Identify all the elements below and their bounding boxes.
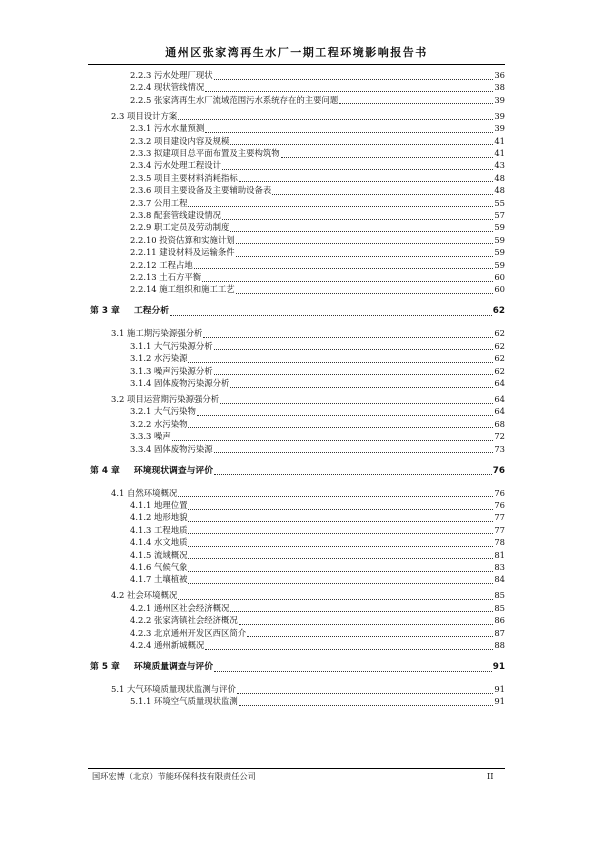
- toc-dot-leader: [214, 342, 494, 350]
- toc-entry-title: 2.3.5 项目主要材料消耗指标: [130, 172, 238, 183]
- toc-chapter-entry[interactable]: [90, 662, 505, 673]
- toc-subsection-entry[interactable]: [130, 185, 505, 196]
- toc-subsection-entry[interactable]: [130, 272, 505, 283]
- toc-dot-leader: [188, 199, 493, 207]
- toc-entry-title: 4.1.6 气候气象: [130, 562, 188, 572]
- toc-dot-leader: [239, 174, 494, 182]
- toc-page-number: 39: [494, 123, 505, 134]
- toc-subsection-entry[interactable]: [130, 260, 505, 271]
- toc-page-number: 59: [494, 234, 505, 245]
- toc-subsection-entry[interactable]: [130, 603, 505, 614]
- toc-entry-title: 2.2.3 污水处理厂现状: [130, 70, 213, 80]
- toc-page-number: 43: [494, 160, 505, 171]
- toc-entry-title: 4.1.4 水文地质: [130, 537, 188, 548]
- toc-page-number: 59: [494, 222, 505, 233]
- toc-page-number: 73: [494, 443, 505, 454]
- toc-subsection-entry[interactable]: [130, 696, 505, 707]
- toc-dot-leader: [178, 489, 493, 497]
- toc-page-number: 57: [494, 210, 505, 220]
- toc-subsection-entry[interactable]: [130, 366, 505, 377]
- toc-dot-leader: [214, 445, 494, 453]
- toc-subsection-entry[interactable]: [130, 70, 505, 81]
- toc-subsection-entry[interactable]: [130, 210, 505, 221]
- toc-entry-title: 2.3.7 公用工程: [130, 197, 188, 208]
- toc-page-number: 84: [494, 574, 505, 585]
- toc-page-number: 72: [494, 431, 505, 442]
- toc-entry-title: 2.3.1 污水水量预测: [130, 123, 205, 134]
- toc-chapter-title: 环境现状调查与评价: [133, 465, 214, 476]
- toc-page-number: 85: [494, 602, 505, 613]
- toc-subsection-entry[interactable]: [130, 537, 505, 548]
- toc-entry-title: 3.2.2 水污染物: [130, 418, 188, 429]
- toc-subsection-entry[interactable]: [130, 82, 505, 93]
- toc-entry-title: 3.2.1 大气污染物: [130, 406, 196, 417]
- toc-subsection-entry[interactable]: [130, 123, 505, 134]
- toc-entry-title: 2.3.4 污水处理工程设计: [130, 160, 221, 171]
- toc-entry-title: 2.3.8 配套管线建设情况: [130, 210, 221, 220]
- toc-page-number: 81: [494, 549, 505, 560]
- toc-dot-leader: [178, 592, 493, 600]
- toc-dot-leader: [188, 551, 493, 559]
- toc-page-number: 48: [494, 185, 505, 196]
- toc-entry-title: 2.2.4 现状管线情况: [130, 82, 205, 93]
- toc-page-number: 41: [494, 148, 505, 158]
- header-rule: [88, 64, 505, 65]
- toc-dot-leader: [230, 137, 493, 145]
- toc-entry-title: 4.1.1 地理位置: [130, 500, 188, 510]
- toc-page-number: 76: [494, 487, 505, 498]
- toc-page-number: 48: [494, 172, 505, 183]
- toc-dot-leader: [214, 367, 494, 375]
- toc-page-number: 60: [494, 272, 505, 282]
- toc-page-number: 59: [494, 247, 505, 258]
- toc-section-entry[interactable]: [111, 111, 505, 122]
- toc-entry-title: 5.1 大气环境质量现状监测与评价: [111, 684, 236, 694]
- toc-section-entry[interactable]: [111, 684, 505, 695]
- toc-page-number: 78: [494, 537, 505, 548]
- toc-subsection-entry[interactable]: [130, 284, 505, 295]
- toc-dot-leader: [194, 261, 494, 269]
- toc-page-number: 91: [492, 662, 505, 672]
- toc-entry-title: 3.2 项目运营期污染源强分析: [111, 394, 220, 404]
- toc-subsection-entry[interactable]: [130, 525, 505, 536]
- toc-dot-leader: [188, 564, 493, 572]
- footer-rule: [88, 768, 505, 769]
- toc-dot-leader: [188, 526, 493, 534]
- toc-dot-leader: [178, 112, 493, 120]
- toc-page-number: 85: [494, 590, 505, 601]
- toc-dot-leader: [236, 286, 494, 294]
- toc-chapter-number: 第 3 章: [90, 306, 120, 317]
- toc-page-number: 77: [494, 512, 505, 523]
- toc-page-number: 62: [494, 340, 505, 351]
- toc-entry-title: 2.2.12 工程占地: [130, 259, 193, 270]
- toc-entry-title: 2.3.3 拟建项目总平面布置及主要构筑物: [130, 148, 280, 158]
- toc-entry-title: 3.1.1 大气污染源分析: [130, 340, 213, 351]
- toc-page-number: 36: [494, 70, 505, 80]
- toc-subsection-entry[interactable]: [130, 148, 505, 159]
- toc-entry-title: 4.1.2 地形地貌: [130, 512, 188, 523]
- toc-section-entry[interactable]: [111, 394, 505, 405]
- toc-chapter-number: 第 4 章: [90, 465, 120, 476]
- toc-page-number: 76: [494, 500, 505, 510]
- toc-page-number: 62: [494, 365, 505, 376]
- toc-entry-title: 3.3.3 噪声: [130, 431, 171, 442]
- toc-dot-leader: [188, 514, 493, 522]
- toc-entry-title: 4.1.5 流域概况: [130, 549, 188, 560]
- toc-subsection-entry[interactable]: [130, 640, 505, 651]
- toc-entry-title: 2.2.13 土石方平衡: [130, 272, 202, 282]
- toc-entry-title: 3.1 施工期污染源强分析: [111, 328, 203, 339]
- toc-entry-title: 4.2.1 通州区社会经济概况: [130, 602, 230, 613]
- toc-subsection-entry[interactable]: [130, 378, 505, 389]
- toc-page-number: 59: [494, 259, 505, 270]
- toc-chapter-entry[interactable]: [90, 466, 505, 477]
- toc-chapter-entry[interactable]: [90, 306, 505, 317]
- toc-page-number: 38: [494, 82, 505, 93]
- toc-subsection-entry[interactable]: [130, 628, 505, 639]
- toc-subsection-entry[interactable]: [130, 444, 505, 455]
- toc-entry-title: 4.2 社会环境概况: [111, 590, 178, 601]
- toc-dot-leader: [247, 629, 493, 637]
- toc-page-number: 91: [494, 684, 505, 694]
- toc-subsection-entry[interactable]: [130, 419, 505, 430]
- toc-subsection-entry[interactable]: [130, 341, 505, 352]
- toc-entry-title: 4.1 自然环境概况: [111, 487, 178, 498]
- footer-company: 国环宏博（北京）节能环保科技有限责任公司: [92, 771, 256, 781]
- toc-dot-leader: [188, 502, 493, 510]
- toc-dot-leader: [203, 330, 493, 338]
- toc-subsection-entry[interactable]: [130, 235, 505, 246]
- toc-subsection-entry[interactable]: [130, 562, 505, 573]
- toc-dot-leader: [205, 125, 493, 133]
- toc-dot-leader: [272, 187, 493, 195]
- toc-entry-title: 2.2.11 建设材料及运输条件: [130, 247, 235, 258]
- toc-subsection-entry[interactable]: [130, 574, 505, 585]
- toc-entry-title: 2.3.2 项目建设内容及规模: [130, 135, 230, 146]
- toc-dot-leader: [197, 408, 493, 416]
- toc-dot-leader: [188, 576, 493, 584]
- toc-entry-title: 2.2.10 投资估算和实施计划: [130, 234, 235, 245]
- toc-subsection-entry[interactable]: [130, 198, 505, 209]
- toc-dot-leader: [230, 224, 493, 232]
- toc-dot-leader: [188, 420, 493, 428]
- toc-page-number: 39: [494, 110, 505, 121]
- toc-page-number: 68: [494, 418, 505, 429]
- toc-subsection-entry[interactable]: [130, 550, 505, 561]
- toc-dot-leader: [214, 664, 492, 672]
- toc-dot-leader: [237, 686, 493, 694]
- toc-dot-leader: [188, 355, 493, 363]
- toc-subsection-entry[interactable]: [130, 173, 505, 184]
- toc-dot-leader: [281, 150, 494, 158]
- toc-subsection-entry[interactable]: [130, 95, 505, 106]
- toc-dot-leader: [239, 698, 494, 706]
- toc-entry-title: 2.3 项目设计方案: [111, 110, 178, 121]
- toc-dot-leader: [222, 212, 493, 220]
- toc-subsection-entry[interactable]: [130, 222, 505, 233]
- toc-subsection-entry[interactable]: [130, 247, 505, 258]
- toc-entry-title: 3.3.4 固体废物污染源: [130, 443, 213, 454]
- toc-dot-leader: [236, 249, 494, 257]
- toc-dot-leader: [236, 236, 494, 244]
- toc-subsection-entry[interactable]: [130, 160, 505, 171]
- toc-entry-title: [90, 306, 169, 317]
- toc-chapter-number: 第 5 章: [90, 662, 120, 672]
- toc-dot-leader: [220, 396, 493, 404]
- toc-page-number: 55: [494, 197, 505, 208]
- toc-entry-title: 4.2.2 张家湾镇社会经济概况: [130, 615, 238, 626]
- toc-section-entry[interactable]: [111, 590, 505, 601]
- toc-dot-leader: [205, 84, 493, 92]
- toc-subsection-entry[interactable]: [130, 500, 505, 511]
- toc-page-number: 64: [494, 378, 505, 388]
- toc-entry-title: 4.1.7 土壤植被: [130, 574, 188, 585]
- toc-section-entry[interactable]: [111, 488, 505, 499]
- toc-page-number: 39: [494, 94, 505, 105]
- toc-dot-leader: [214, 72, 494, 80]
- toc-dot-leader: [214, 467, 492, 475]
- toc-dot-leader: [339, 96, 493, 104]
- toc-entry-title: 3.1.4 固体废物污染源分析: [130, 378, 230, 388]
- toc-dot-leader: [172, 433, 494, 441]
- toc-subsection-entry[interactable]: [130, 136, 505, 147]
- toc-entry-title: 2.2.14 施工组织和施工工艺: [130, 284, 235, 295]
- toc-entry-title: 2.2.5 张家湾再生水厂流域范围污水系统存在的主要问题: [130, 94, 339, 105]
- toc-dot-leader: [230, 380, 493, 388]
- toc-page-number: 87: [494, 627, 505, 638]
- toc-dot-leader: [222, 162, 493, 170]
- toc-page-number: 62: [494, 353, 505, 364]
- toc-page-number: 60: [494, 284, 505, 295]
- toc-page-number: 64: [494, 394, 505, 404]
- toc-subsection-entry[interactable]: [130, 406, 505, 417]
- toc-dot-leader: [188, 539, 493, 547]
- toc-dot-leader: [239, 617, 494, 625]
- toc-subsection-entry[interactable]: [130, 512, 505, 523]
- toc-entry-title: 4.1.3 工程地质: [130, 524, 188, 535]
- toc-subsection-entry[interactable]: [130, 615, 505, 626]
- toc-entry-title: 5.1.1 环境空气质量现状监测: [130, 696, 238, 707]
- toc-page-number: 62: [492, 306, 505, 317]
- toc-page-number: 41: [494, 135, 505, 146]
- toc-entry-title: 2.3.6 项目主要设备及主要辅助设备表: [130, 185, 272, 196]
- toc-dot-leader: [230, 604, 493, 612]
- toc-page-number: 77: [494, 524, 505, 535]
- toc-page-number: 86: [494, 615, 505, 626]
- toc-page-number: 83: [494, 562, 505, 572]
- toc-entry-title: [90, 466, 213, 477]
- footer-page-number: II: [487, 771, 494, 781]
- toc-section-entry[interactable]: [111, 328, 505, 339]
- toc-page-number: 76: [492, 465, 505, 476]
- toc-page-number: 88: [494, 640, 505, 650]
- toc-entry-title: 4.2.3 北京通州开发区西区简介: [130, 627, 247, 638]
- toc-entry-title: 3.1.2 水污染源: [130, 353, 188, 364]
- running-header: 通州区张家湾再生水厂一期工程环境影响报告书: [165, 46, 428, 59]
- toc-dot-leader: [205, 642, 493, 650]
- toc-page-number: 64: [494, 406, 505, 417]
- toc-page-number: 91: [494, 696, 505, 707]
- toc-entry-title: 4.2.4 通州新城概况: [130, 640, 205, 650]
- toc-page-number: 62: [494, 328, 505, 339]
- toc-subsection-entry[interactable]: [130, 353, 505, 364]
- toc-chapter-title: 环境质量调查与评价: [133, 662, 214, 672]
- toc-dot-leader: [170, 308, 492, 316]
- toc-subsection-entry[interactable]: [130, 431, 505, 442]
- toc-chapter-title: 工程分析: [133, 306, 170, 317]
- toc-entry-title: 2.2.9 职工定员及劳动制度: [130, 222, 230, 233]
- toc-dot-leader: [202, 274, 493, 282]
- toc-entry-title: 3.1.3 噪声污染源分析: [130, 365, 213, 376]
- toc-entry-title: [90, 662, 213, 673]
